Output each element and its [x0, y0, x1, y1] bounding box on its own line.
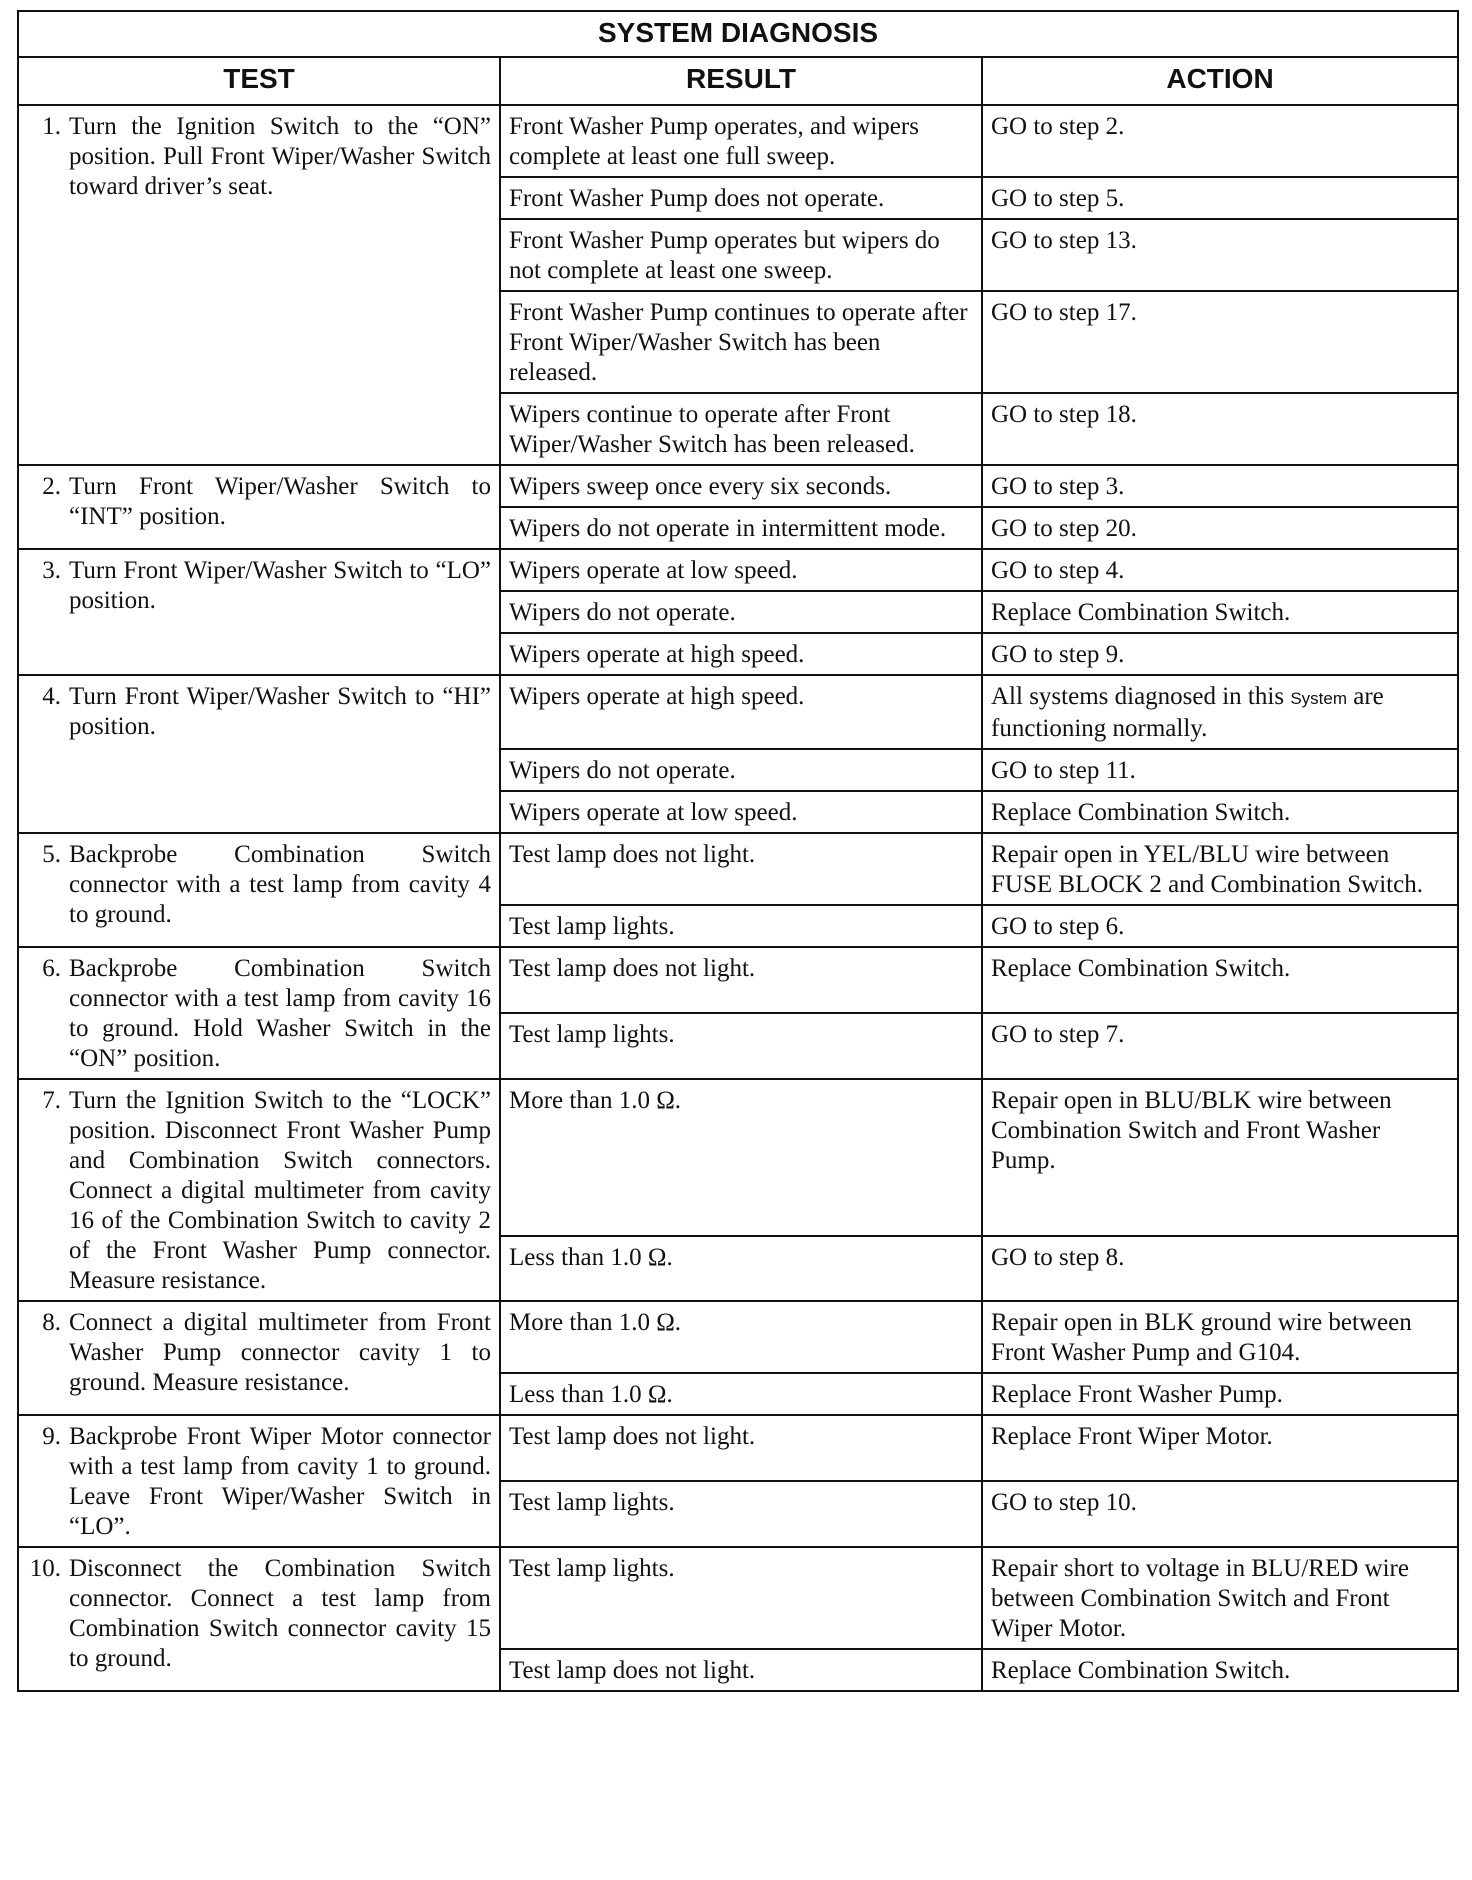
- table-row: [18, 1547, 1458, 1649]
- test-instruction: Disconnect the Combination Switch connector. Connect a test lamp from Combination Switch connector cavity 15 to ground.: [69, 1555, 491, 1672]
- action-cell: Repair open in YEL/BLU wire between FUSE BLOCK 2 and Combination Switch.: [982, 833, 1458, 905]
- result-cell: Test lamp lights.: [500, 1481, 982, 1547]
- test-cell: [18, 105, 500, 465]
- table-body: [18, 105, 1458, 1691]
- action-cell: Replace Front Wiper Motor.: [982, 1415, 1458, 1481]
- title-row: [18, 11, 1458, 57]
- test-instruction: Connect a digital multimeter from Front Washer Pump connector cavity 1 to ground. Measure resistance.: [69, 1309, 491, 1396]
- table-row: [18, 105, 1458, 177]
- result-cell: Front Washer Pump does not operate.: [500, 177, 982, 219]
- result-cell: Wipers operate at low speed.: [500, 791, 982, 833]
- test-step: [27, 472, 491, 532]
- step-number: 1.: [42, 113, 61, 140]
- action-cell: GO to step 18.: [982, 393, 1458, 465]
- action-cell: Replace Front Washer Pump.: [982, 1373, 1458, 1415]
- action-cell: Replace Combination Switch.: [982, 791, 1458, 833]
- test-step: [27, 682, 491, 742]
- test-cell: [18, 1547, 500, 1691]
- action-cell: GO to step 4.: [982, 549, 1458, 591]
- test-instruction: Turn the Ignition Switch to the “LOCK” position. Disconnect Front Washer Pump and Combination Switch connectors. Connect a digital multimeter from cavity 16 of the Combination Switch to cavity 2 of the Front Washer Pump connector. Measure resistance.: [69, 1087, 491, 1294]
- action-cell: GO to step 20.: [982, 507, 1458, 549]
- action-cell: GO to step 17.: [982, 291, 1458, 393]
- result-cell: Less than 1.0 Ω.: [500, 1236, 982, 1301]
- table-row: [18, 1415, 1458, 1481]
- action-cell: GO to step 8.: [982, 1236, 1458, 1301]
- action-cell: GO to step 10.: [982, 1481, 1458, 1547]
- action-text-small: System: [1290, 689, 1347, 708]
- test-cell: [18, 1301, 500, 1415]
- test-instruction: Backprobe Combination Switch connector with a test lamp from cavity 4 to ground.: [69, 841, 491, 928]
- table-row: [18, 675, 1458, 749]
- step-number: 7.: [42, 1087, 61, 1114]
- result-cell: Less than 1.0 Ω.: [500, 1373, 982, 1415]
- step-number: 10.: [29, 1555, 61, 1582]
- result-cell: Wipers do not operate.: [500, 749, 982, 791]
- result-cell: Wipers operate at high speed.: [500, 675, 982, 749]
- diagnosis-sheet: [17, 10, 1457, 1692]
- column-header-result: RESULT: [500, 57, 982, 105]
- result-cell: Wipers operate at low speed.: [500, 549, 982, 591]
- column-header-test: TEST: [18, 57, 500, 105]
- result-cell: Test lamp does not light.: [500, 1649, 982, 1691]
- test-step: [27, 954, 491, 1074]
- action-text-pre: All systems diagnosed in this: [991, 683, 1291, 710]
- action-cell: Replace Combination Switch.: [982, 947, 1458, 1013]
- test-instruction: Backprobe Combination Switch connector with a test lamp from cavity 16 to ground. Hold Washer Switch in the “ON” position.: [69, 955, 491, 1072]
- result-cell: Wipers do not operate.: [500, 591, 982, 633]
- action-cell: Repair short to voltage in BLU/RED wire between Combination Switch and Front Wiper Motor.: [982, 1547, 1458, 1649]
- table-row: [18, 465, 1458, 507]
- test-cell: [18, 1415, 500, 1547]
- result-cell: Test lamp does not light.: [500, 833, 982, 905]
- test-instruction: Turn Front Wiper/Washer Switch to “INT” position.: [69, 473, 491, 530]
- step-number: 3.: [42, 557, 61, 584]
- test-instruction: Turn Front Wiper/Washer Switch to “HI” position.: [69, 683, 491, 740]
- table-title: SYSTEM DIAGNOSIS: [18, 11, 1458, 57]
- table-row: [18, 833, 1458, 905]
- test-step: [27, 556, 491, 616]
- action-cell: Repair open in BLU/BLK wire between Combination Switch and Front Washer Pump.: [982, 1079, 1458, 1236]
- test-step: [27, 112, 491, 202]
- result-cell: Front Washer Pump operates, and wipers complete at least one full sweep.: [500, 105, 982, 177]
- test-step: [27, 1086, 491, 1296]
- action-text-post: are functioning normally.: [991, 683, 1384, 742]
- action-cell: GO to step 11.: [982, 749, 1458, 791]
- action-cell: Replace Combination Switch.: [982, 591, 1458, 633]
- test-cell: [18, 947, 500, 1079]
- result-cell: Test lamp does not light.: [500, 947, 982, 1013]
- result-cell: More than 1.0 Ω.: [500, 1079, 982, 1236]
- step-number: 9.: [42, 1423, 61, 1450]
- test-cell: [18, 675, 500, 833]
- test-instruction: Backprobe Front Wiper Motor connector with a test lamp from cavity 1 to ground. Leave Front Wiper/Washer Switch in “LO”.: [69, 1423, 491, 1540]
- action-cell: GO to step 13.: [982, 219, 1458, 291]
- test-step: [27, 1422, 491, 1542]
- test-step: [27, 1308, 491, 1398]
- test-cell: [18, 1079, 500, 1301]
- action-cell: GO to step 7.: [982, 1013, 1458, 1079]
- result-cell: Test lamp lights.: [500, 1013, 982, 1079]
- column-header-action: ACTION: [982, 57, 1458, 105]
- action-cell: GO to step 2.: [982, 105, 1458, 177]
- test-cell: [18, 549, 500, 675]
- table-row: [18, 1301, 1458, 1373]
- action-cell: Replace Combination Switch.: [982, 1649, 1458, 1691]
- result-cell: Wipers sweep once every six seconds.: [500, 465, 982, 507]
- step-number: 2.: [42, 473, 61, 500]
- test-step: [27, 840, 491, 930]
- step-number: 5.: [42, 841, 61, 868]
- result-cell: More than 1.0 Ω.: [500, 1301, 982, 1373]
- result-cell: Front Washer Pump operates but wipers do not complete at least one sweep.: [500, 219, 982, 291]
- table-row: [18, 549, 1458, 591]
- header-row: [18, 57, 1458, 105]
- test-instruction: Turn Front Wiper/Washer Switch to “LO” position.: [69, 557, 491, 614]
- table-row: [18, 1079, 1458, 1236]
- result-cell: Front Washer Pump continues to operate after Front Wiper/Washer Switch has been released.: [500, 291, 982, 393]
- step-number: 4.: [42, 683, 61, 710]
- action-cell: GO to step 9.: [982, 633, 1458, 675]
- table-row: [18, 947, 1458, 1013]
- test-instruction: Turn the Ignition Switch to the “ON” position. Pull Front Wiper/Washer Switch toward driver’s seat.: [69, 113, 491, 200]
- result-cell: Wipers operate at high speed.: [500, 633, 982, 675]
- step-number: 6.: [42, 955, 61, 982]
- action-cell: GO to step 6.: [982, 905, 1458, 947]
- action-cell: Repair open in BLK ground wire between Front Washer Pump and G104.: [982, 1301, 1458, 1373]
- test-cell: [18, 465, 500, 549]
- result-cell: Wipers continue to operate after Front Wiper/Washer Switch has been released.: [500, 393, 982, 465]
- step-number: 8.: [42, 1309, 61, 1336]
- test-cell: [18, 833, 500, 947]
- system-diagnosis-table: [17, 10, 1459, 1692]
- test-step: [27, 1554, 491, 1674]
- result-cell: Test lamp does not light.: [500, 1415, 982, 1481]
- result-cell: Test lamp lights.: [500, 905, 982, 947]
- action-cell: GO to step 3.: [982, 465, 1458, 507]
- action-cell: [982, 675, 1458, 749]
- action-cell: GO to step 5.: [982, 177, 1458, 219]
- result-cell: Test lamp lights.: [500, 1547, 982, 1649]
- result-cell: Wipers do not operate in intermittent mode.: [500, 507, 982, 549]
